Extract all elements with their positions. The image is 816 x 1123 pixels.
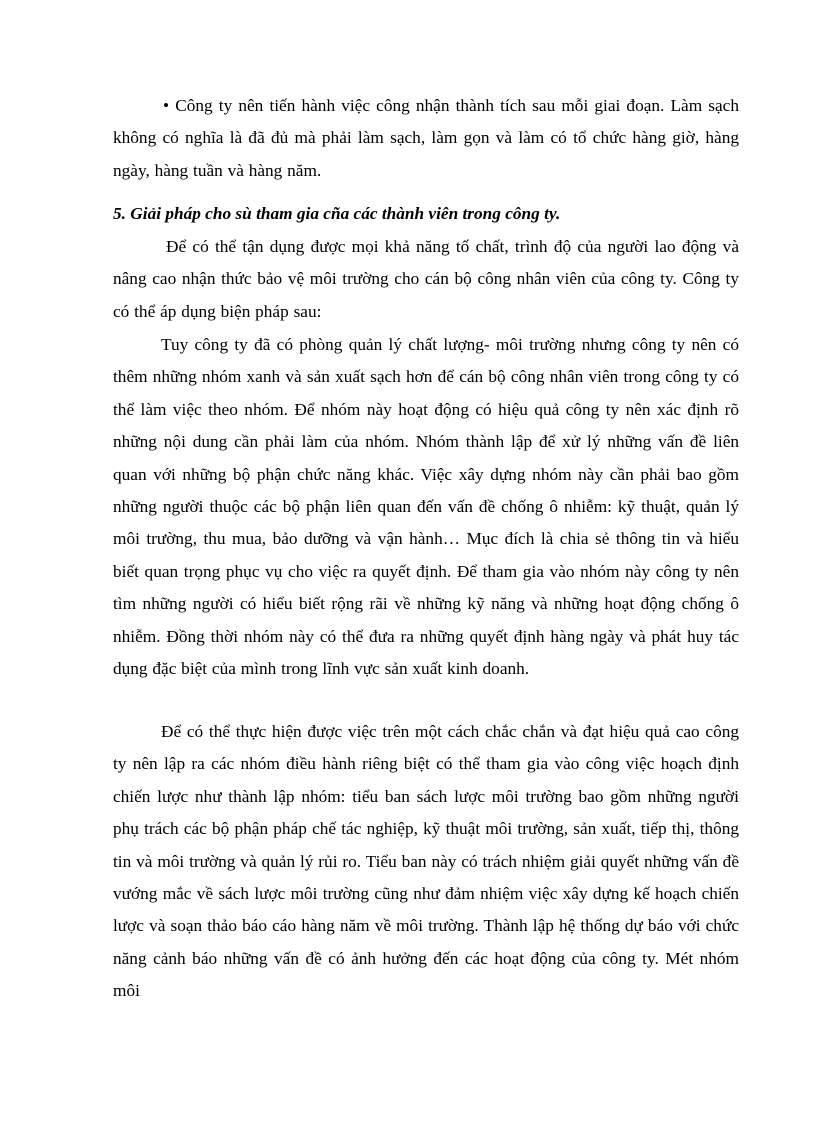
paragraph-green-team: Tuy công ty đã có phòng quản lý chất lượng- môi trường nhưng công ty nên có thêm những nhóm xanh và sản xuất sạch hơn để cán bộ công nhân viên trong công ty có thể làm việc theo nhóm. Để nhóm này hoạt động có hiệu quả công ty nên xác định rõ những nội dung cần phải làm của nhóm. Nhóm thành lập để xử lý những vấn đề liên quan với những bộ phận chức năng khác. Việc xây dựng nhóm này cần phải bao gồm những người thuộc các bộ phận liên quan đến vấn đề chống ô nhiễm: kỹ thuật, quản lý môi trường, thu mua, bảo dưỡng và vận hành… Mục đích là chia sẻ thông tin và hiểu biết quan trọng phục vụ cho việc ra quyết định. Để tham gia vào nhóm này công ty nên tìm những người có hiểu biết rộng rãi về những kỹ năng và những hoạt động chống ô nhiễm. Đồng thời nhóm này có thể đưa ra những quyết định hàng ngày và phát huy tác dụng đặc biệt của mình trong lĩnh vực sản xuất kinh doanh.: [113, 335, 739, 679]
paragraph-strategy-groups: Để có thể thực hiện được việc trên một cách chắc chắn và đạt hiệu quả cao công ty nên lập ra các nhóm điều hành riêng biệt có thể tham gia vào công việc hoạch định chiến lược như thành lập nhóm: tiểu ban sách lược môi trường bao gồm những người phụ trách các bộ phận pháp chế tác nghiệp, kỹ thuật môi trường, sản xuất, tiếp thị, thông tin và môi trường và quản lý rủi ro. Tiểu ban này có trách nhiệm giải quyết những vấn đề vướng mắc về sách lược môi trường cũng như đảm nhiệm việc xây dựng kế hoạch chiến lược và soạn thảo báo cáo hàng năm về môi trường. Thành lập hệ thống dự báo với chức năng cảnh báo những vấn đề có ảnh hưởng đến các hoạt động của công ty. Mét nhóm môi: [113, 722, 739, 1001]
section-heading: 5. Giải pháp cho sù tham gia cña các thành viên trong công ty.: [113, 204, 561, 223]
paragraph-intro: Để có thể tận dụng được mọi khả năng tố chất, trình độ của người lao động và nâng cao nhận thức bảo vệ môi trường cho cán bộ công nhân viên của công ty. Công ty có thể áp dụng biện pháp sau:: [113, 237, 739, 321]
bullet-paragraph: • Công ty nên tiến hành việc công nhận thành tích sau mỗi giai đoạn. Làm sạch không có nghĩa là đã đủ mà phải làm sạch, làm gọn và làm có tổ chức hàng giờ, hàng ngày, hàng tuần và hàng năm.: [113, 96, 739, 180]
